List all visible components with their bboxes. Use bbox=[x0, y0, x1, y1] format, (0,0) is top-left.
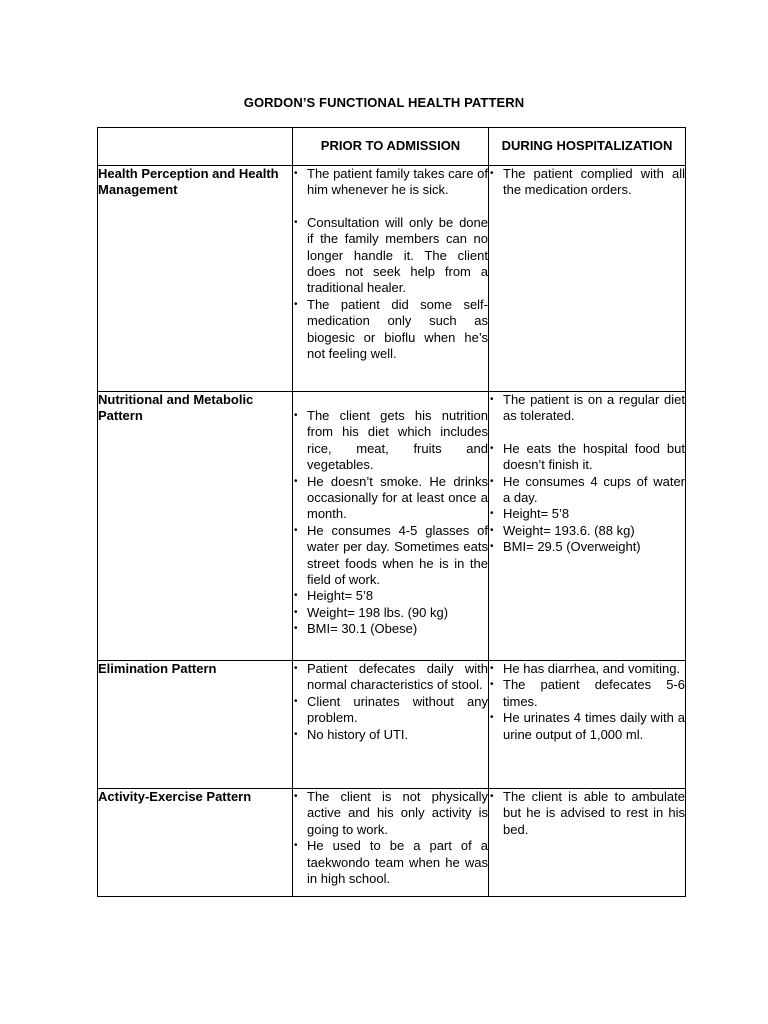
header-prior-to-admission: PRIOR TO ADMISSION bbox=[293, 128, 489, 166]
header-during-hospitalization: DURING HOSPITALIZATION bbox=[489, 128, 686, 166]
list-item: • BMI= 29.5 (Overweight) bbox=[489, 539, 685, 555]
during-cell bbox=[489, 661, 686, 789]
list-item: • The patient did some self-medication only such as biogesic or bioflu when he’s not feeling well. bbox=[293, 297, 488, 363]
list-item: • BMI= 30.1 (Obese) bbox=[293, 621, 488, 637]
list-item: • He urinates 4 times daily with a urine output of 1,000 ml. bbox=[489, 710, 685, 743]
table-header-row bbox=[98, 128, 686, 166]
table-row bbox=[98, 166, 686, 392]
list-item: • He used to be a part of a taekwondo team when he was in high school. bbox=[293, 838, 488, 887]
table-row bbox=[98, 392, 686, 661]
list-item: • Height= 5’8 bbox=[293, 588, 488, 604]
list-item: • He doesn’t smoke. He drinks occasionally for at least once a month. bbox=[293, 474, 488, 523]
prior-cell bbox=[293, 789, 489, 897]
list-item: • The patient family takes care of him whenever he is sick. bbox=[293, 166, 488, 199]
list-item: • The patient complied with all the medication orders. bbox=[489, 166, 685, 199]
list-item: • He consumes 4-5 glasses of water per day. Sometimes eats street foods when he is in the field of work. bbox=[293, 523, 488, 589]
list-item: • Height= 5’8 bbox=[489, 506, 685, 522]
list-item: • He has diarrhea, and vomiting. bbox=[489, 661, 685, 677]
list-item: • The client is able to ambulate but he is advised to rest in his bed. bbox=[489, 789, 685, 838]
prior-cell bbox=[293, 166, 489, 392]
table-row bbox=[98, 789, 686, 897]
list-item: • The patient defecates 5-6 times. bbox=[489, 677, 685, 710]
list-item: • He eats the hospital food but doesn’t finish it. bbox=[489, 441, 685, 474]
list-item: • The client is not physically active and his only activity is going to work. bbox=[293, 789, 488, 838]
list-item: • Consultation will only be done if the family members can no longer handle it. The client does not seek help from a traditional healer. bbox=[293, 215, 488, 297]
during-cell bbox=[489, 392, 686, 661]
table-row bbox=[98, 661, 686, 789]
prior-cell bbox=[293, 392, 489, 661]
during-cell bbox=[489, 166, 686, 392]
pattern-label: Health Perception and Health Management bbox=[98, 166, 293, 392]
pattern-label: Nutritional and Metabolic Pattern bbox=[98, 392, 293, 661]
list-item: • Patient defecates daily with normal characteristics of stool. bbox=[293, 661, 488, 694]
list-item: • Client urinates without any problem. bbox=[293, 694, 488, 727]
during-cell bbox=[489, 789, 686, 897]
list-item: • No history of UTI. bbox=[293, 727, 488, 743]
document-title: GORDON’S FUNCTIONAL HEALTH PATTERN bbox=[243, 95, 525, 110]
pattern-label: Elimination Pattern bbox=[98, 661, 293, 789]
header-pattern-column bbox=[98, 128, 293, 166]
list-item: • He consumes 4 cups of water a day. bbox=[489, 474, 685, 507]
pattern-label: Activity-Exercise Pattern bbox=[98, 789, 293, 897]
prior-cell bbox=[293, 661, 489, 789]
list-item: • The client gets his nutrition from his diet which includes rice, meat, fruits and vegetables. bbox=[293, 408, 488, 474]
list-item: • The patient is on a regular diet as tolerated. bbox=[489, 392, 685, 425]
list-item: • Weight= 193.6. (88 kg) bbox=[489, 523, 685, 539]
list-item: • Weight= 198 lbs. (90 kg) bbox=[293, 605, 488, 621]
functional-health-pattern-table bbox=[97, 127, 686, 897]
